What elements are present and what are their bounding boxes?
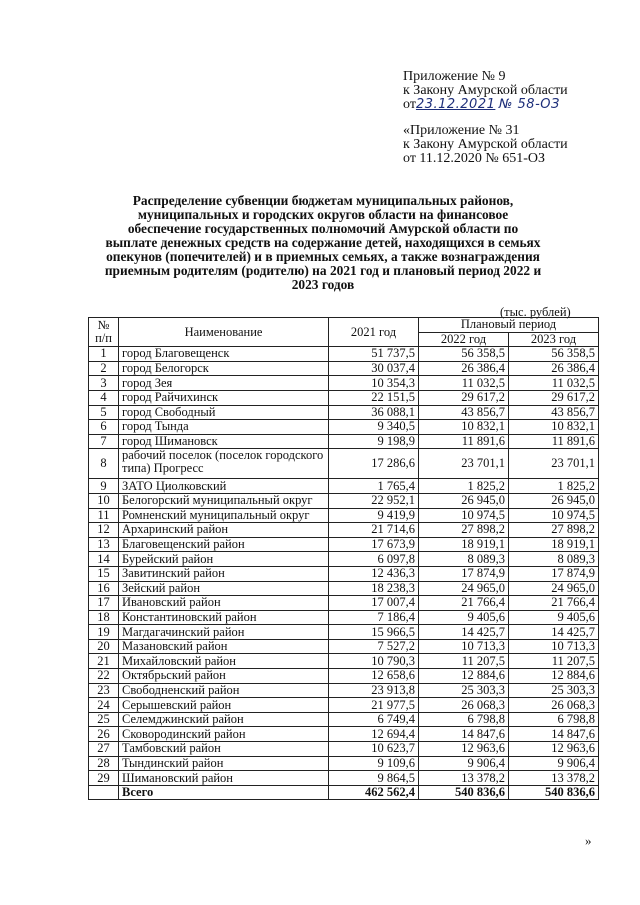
row-2021: 18 238,3 bbox=[329, 581, 419, 596]
table-row bbox=[89, 347, 599, 362]
row-2021: 21 714,6 bbox=[329, 523, 419, 538]
row-2022: 23 701,1 bbox=[419, 449, 509, 479]
row-name: Тамбовский район bbox=[119, 742, 329, 757]
row-2021: 10 623,7 bbox=[329, 742, 419, 757]
row-number: 1 bbox=[89, 347, 119, 362]
row-name: Свободненский район bbox=[119, 683, 329, 698]
row-2023: 13 378,2 bbox=[509, 771, 599, 786]
title-line: приемным родителям (родителю) на 2021 год и плановый период 2022 и bbox=[104, 263, 542, 278]
row-2022: 11 032,5 bbox=[419, 376, 509, 391]
row-2022: 17 874,9 bbox=[419, 566, 509, 581]
row-2022: 13 378,2 bbox=[419, 771, 509, 786]
handwritten-law-number: № 58-ОЗ bbox=[498, 97, 560, 112]
row-2023: 26 386,4 bbox=[509, 361, 599, 376]
table-row bbox=[89, 756, 599, 771]
table-row bbox=[89, 361, 599, 376]
row-2021: 10 354,3 bbox=[329, 376, 419, 391]
row-name: ЗАТО Циолковский bbox=[119, 479, 329, 494]
title-line: опекунов (попечителей) и в приемных семьях, а также вознаграждения bbox=[106, 249, 540, 264]
row-number: 24 bbox=[89, 698, 119, 713]
header-number: № п/п bbox=[89, 318, 119, 347]
row-2021: 9 198,9 bbox=[329, 434, 419, 449]
row-2023: 21 766,4 bbox=[509, 596, 599, 611]
header-name: Наименование bbox=[119, 318, 329, 347]
row-2021: 7 527,2 bbox=[329, 639, 419, 654]
row-name: город Благовещенск bbox=[119, 347, 329, 362]
row-2023: 11 032,5 bbox=[509, 376, 599, 391]
total-2022: 540 836,6 bbox=[419, 785, 509, 800]
header-plan-period: Плановый период bbox=[419, 318, 599, 333]
row-2021: 22 952,1 bbox=[329, 493, 419, 508]
row-number: 15 bbox=[89, 566, 119, 581]
row-number: 18 bbox=[89, 610, 119, 625]
total-number bbox=[89, 785, 119, 800]
row-2022: 24 965,0 bbox=[419, 581, 509, 596]
row-number: 28 bbox=[89, 756, 119, 771]
row-2021: 17 286,6 bbox=[329, 449, 419, 479]
table-row bbox=[89, 420, 599, 435]
total-2021: 462 562,4 bbox=[329, 785, 419, 800]
subvention-table bbox=[88, 317, 599, 800]
title-line: муниципальных и городских округов области на финансовое bbox=[137, 207, 509, 222]
appendix-9-header bbox=[403, 70, 568, 112]
row-name: Мазановский район bbox=[119, 639, 329, 654]
row-2023: 6 798,8 bbox=[509, 712, 599, 727]
table-row bbox=[89, 596, 599, 611]
header-2022: 2022 год bbox=[419, 332, 509, 347]
row-2022: 1 825,2 bbox=[419, 479, 509, 494]
row-number: 17 bbox=[89, 596, 119, 611]
row-2021: 22 151,5 bbox=[329, 390, 419, 405]
row-2021: 23 913,8 bbox=[329, 683, 419, 698]
row-name: Благовещенский район bbox=[119, 537, 329, 552]
row-2023: 29 617,2 bbox=[509, 390, 599, 405]
row-name: город Шимановск bbox=[119, 434, 329, 449]
row-2022: 56 358,5 bbox=[419, 347, 509, 362]
row-2022: 26 386,4 bbox=[419, 361, 509, 376]
table-row bbox=[89, 712, 599, 727]
row-2021: 9 419,9 bbox=[329, 508, 419, 523]
row-number: 8 bbox=[89, 449, 119, 479]
table-body bbox=[89, 347, 599, 786]
row-2021: 30 037,4 bbox=[329, 361, 419, 376]
row-2023: 43 856,7 bbox=[509, 405, 599, 420]
row-number: 7 bbox=[89, 434, 119, 449]
row-2022: 9 906,4 bbox=[419, 756, 509, 771]
table-row bbox=[89, 493, 599, 508]
row-2022: 27 898,2 bbox=[419, 523, 509, 538]
appendix-9-title: Приложение № 9 bbox=[403, 69, 506, 84]
row-name: Архаринский район bbox=[119, 523, 329, 538]
row-number: 10 bbox=[89, 493, 119, 508]
row-number: 12 bbox=[89, 523, 119, 538]
document-title bbox=[95, 194, 551, 292]
row-2023: 8 089,3 bbox=[509, 552, 599, 567]
appendix-9-date-prefix: от bbox=[403, 97, 416, 112]
table-row bbox=[89, 625, 599, 640]
table-row bbox=[89, 669, 599, 684]
table-row bbox=[89, 771, 599, 786]
row-name: Ромненский муниципальный округ bbox=[119, 508, 329, 523]
row-2021: 15 966,5 bbox=[329, 625, 419, 640]
row-2021: 12 436,3 bbox=[329, 566, 419, 581]
row-2022: 26 068,3 bbox=[419, 698, 509, 713]
row-2022: 6 798,8 bbox=[419, 712, 509, 727]
row-2022: 12 884,6 bbox=[419, 669, 509, 684]
row-name: Михайловский район bbox=[119, 654, 329, 669]
row-2023: 10 974,5 bbox=[509, 508, 599, 523]
row-number: 26 bbox=[89, 727, 119, 742]
row-2021: 17 007,4 bbox=[329, 596, 419, 611]
table-row bbox=[89, 390, 599, 405]
row-2022: 43 856,7 bbox=[419, 405, 509, 420]
row-name: город Зея bbox=[119, 376, 329, 391]
total-label: Всего bbox=[119, 785, 329, 800]
row-number: 2 bbox=[89, 361, 119, 376]
row-2022: 11 207,5 bbox=[419, 654, 509, 669]
appendix-9-date-line bbox=[403, 98, 568, 112]
row-number: 19 bbox=[89, 625, 119, 640]
row-name: Селемджинский район bbox=[119, 712, 329, 727]
row-number: 14 bbox=[89, 552, 119, 567]
row-2023: 11 207,5 bbox=[509, 654, 599, 669]
row-2023: 26 945,0 bbox=[509, 493, 599, 508]
row-2021: 12 694,4 bbox=[329, 727, 419, 742]
row-2021: 10 790,3 bbox=[329, 654, 419, 669]
row-2022: 12 963,6 bbox=[419, 742, 509, 757]
row-2021: 17 673,9 bbox=[329, 537, 419, 552]
row-2021: 6 097,8 bbox=[329, 552, 419, 567]
row-2021: 1 765,4 bbox=[329, 479, 419, 494]
table-row bbox=[89, 376, 599, 391]
row-name: Константиновский район bbox=[119, 610, 329, 625]
row-2022: 29 617,2 bbox=[419, 390, 509, 405]
row-2021: 7 186,4 bbox=[329, 610, 419, 625]
row-2023: 24 965,0 bbox=[509, 581, 599, 596]
table-row bbox=[89, 566, 599, 581]
title-line: 2023 годов bbox=[291, 277, 355, 292]
row-2023: 12 963,6 bbox=[509, 742, 599, 757]
row-2022: 10 832,1 bbox=[419, 420, 509, 435]
row-2023: 14 847,6 bbox=[509, 727, 599, 742]
row-2023: 1 825,2 bbox=[509, 479, 599, 494]
row-2023: 10 832,1 bbox=[509, 420, 599, 435]
table-row bbox=[89, 508, 599, 523]
row-2023: 10 713,3 bbox=[509, 639, 599, 654]
table-row bbox=[89, 683, 599, 698]
row-name: Октябрьский район bbox=[119, 669, 329, 684]
row-2023: 14 425,7 bbox=[509, 625, 599, 640]
appendix-31-title: «Приложение № 31 bbox=[403, 123, 520, 138]
row-2023: 26 068,3 bbox=[509, 698, 599, 713]
row-number: 16 bbox=[89, 581, 119, 596]
table-row bbox=[89, 405, 599, 420]
table-row bbox=[89, 479, 599, 494]
row-name: город Белогорск bbox=[119, 361, 329, 376]
table-row bbox=[89, 449, 599, 479]
closing-quote: » bbox=[585, 833, 592, 848]
row-name: Магдагачинский район bbox=[119, 625, 329, 640]
table-row bbox=[89, 610, 599, 625]
row-2023: 18 919,1 bbox=[509, 537, 599, 552]
row-2023: 11 891,6 bbox=[509, 434, 599, 449]
table-row bbox=[89, 742, 599, 757]
row-2022: 8 089,3 bbox=[419, 552, 509, 567]
row-number: 6 bbox=[89, 420, 119, 435]
row-2023: 27 898,2 bbox=[509, 523, 599, 538]
row-2023: 25 303,3 bbox=[509, 683, 599, 698]
row-2021: 12 658,6 bbox=[329, 669, 419, 684]
row-number: 4 bbox=[89, 390, 119, 405]
row-name: город Райчихинск bbox=[119, 390, 329, 405]
table-row bbox=[89, 552, 599, 567]
row-number: 25 bbox=[89, 712, 119, 727]
table-row bbox=[89, 727, 599, 742]
appendix-31-date: от 11.12.2020 № 651-ОЗ bbox=[403, 151, 546, 166]
total-2023: 540 836,6 bbox=[509, 785, 599, 800]
row-2021: 36 088,1 bbox=[329, 405, 419, 420]
appendix-9-law: к Закону Амурской области bbox=[403, 83, 568, 98]
table-row bbox=[89, 654, 599, 669]
row-2021: 9 864,5 bbox=[329, 771, 419, 786]
header-2023: 2023 год bbox=[509, 332, 599, 347]
title-line: Распределение субвенции бюджетам муниципальных районов, bbox=[132, 193, 514, 208]
row-2022: 14 425,7 bbox=[419, 625, 509, 640]
row-number: 3 bbox=[89, 376, 119, 391]
row-name: Ивановский район bbox=[119, 596, 329, 611]
row-2021: 21 977,5 bbox=[329, 698, 419, 713]
row-2022: 10 713,3 bbox=[419, 639, 509, 654]
row-name: рабочий поселок (поселок городского типа) Прогресс bbox=[119, 449, 329, 479]
row-number: 21 bbox=[89, 654, 119, 669]
title-line: выплате денежных средств на содержание детей, находящихся в семьях bbox=[105, 235, 541, 250]
row-2022: 11 891,6 bbox=[419, 434, 509, 449]
table-row bbox=[89, 581, 599, 596]
row-2021: 6 749,4 bbox=[329, 712, 419, 727]
row-number: 5 bbox=[89, 405, 119, 420]
table-row bbox=[89, 639, 599, 654]
table-row bbox=[89, 537, 599, 552]
table-row bbox=[89, 434, 599, 449]
row-2023: 56 358,5 bbox=[509, 347, 599, 362]
row-name: Тындинский район bbox=[119, 756, 329, 771]
row-2022: 26 945,0 bbox=[419, 493, 509, 508]
unit-label: (тыс. рублей) bbox=[500, 305, 571, 319]
row-2022: 14 847,6 bbox=[419, 727, 509, 742]
row-number: 29 bbox=[89, 771, 119, 786]
row-2023: 9 906,4 bbox=[509, 756, 599, 771]
row-2021: 9 109,6 bbox=[329, 756, 419, 771]
title-line: обеспечение государственных полномочий Амурской области по bbox=[127, 221, 519, 236]
row-name: город Свободный bbox=[119, 405, 329, 420]
row-2022: 18 919,1 bbox=[419, 537, 509, 552]
handwritten-date: 23.12.2021 bbox=[415, 97, 496, 112]
appendix-31-header bbox=[403, 124, 568, 166]
row-number: 9 bbox=[89, 479, 119, 494]
row-name: Зейский район bbox=[119, 581, 329, 596]
row-number: 20 bbox=[89, 639, 119, 654]
row-number: 23 bbox=[89, 683, 119, 698]
appendix-31-law: к Закону Амурской области bbox=[403, 137, 568, 152]
row-name: Бурейский район bbox=[119, 552, 329, 567]
table-row bbox=[89, 523, 599, 538]
row-name: Шимановский район bbox=[119, 771, 329, 786]
table-total-row bbox=[89, 785, 599, 800]
row-number: 27 bbox=[89, 742, 119, 757]
header-2021: 2021 год bbox=[329, 318, 419, 347]
row-2021: 9 340,5 bbox=[329, 420, 419, 435]
row-number: 11 bbox=[89, 508, 119, 523]
row-2022: 10 974,5 bbox=[419, 508, 509, 523]
row-2021: 51 737,5 bbox=[329, 347, 419, 362]
row-2023: 9 405,6 bbox=[509, 610, 599, 625]
row-2023: 23 701,1 bbox=[509, 449, 599, 479]
row-2022: 9 405,6 bbox=[419, 610, 509, 625]
row-2023: 17 874,9 bbox=[509, 566, 599, 581]
row-name: Завитинский район bbox=[119, 566, 329, 581]
row-2022: 25 303,3 bbox=[419, 683, 509, 698]
row-number: 22 bbox=[89, 669, 119, 684]
row-2022: 21 766,4 bbox=[419, 596, 509, 611]
row-name: Белогорский муниципальный округ bbox=[119, 493, 329, 508]
row-number: 13 bbox=[89, 537, 119, 552]
row-name: Серышевский район bbox=[119, 698, 329, 713]
table-row bbox=[89, 698, 599, 713]
row-2023: 12 884,6 bbox=[509, 669, 599, 684]
row-name: Сковородинский район bbox=[119, 727, 329, 742]
row-name: город Тында bbox=[119, 420, 329, 435]
